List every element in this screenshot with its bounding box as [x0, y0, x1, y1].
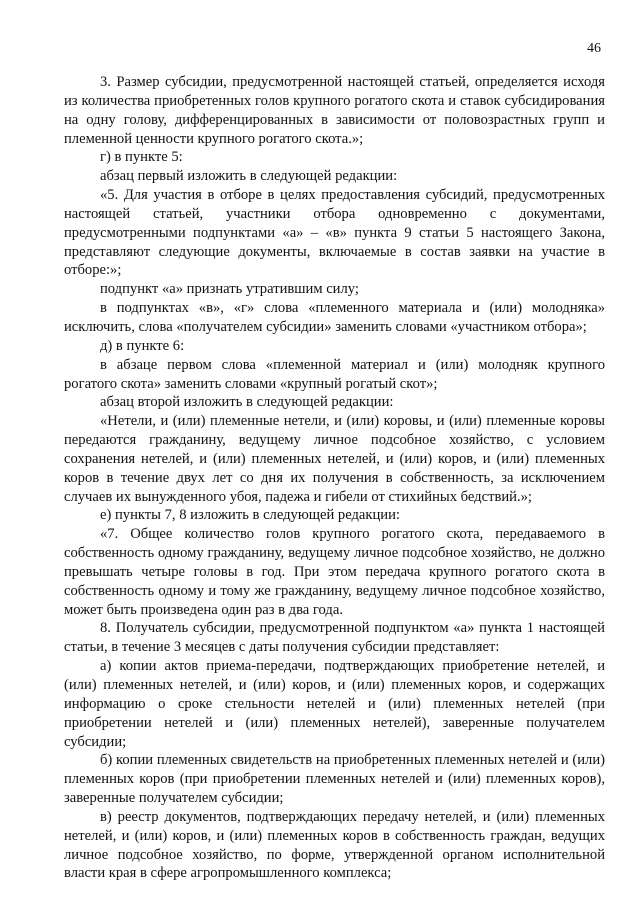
paragraph-first-abzac-words: в абзаце первом слова «племенной материал и (или) молодняк крупного рогатого скота» заменить словами «крупный рогатый скот»;	[64, 356, 605, 392]
paragraph-subpoint-v: в) реестр документов, подтверждающих передачу нетелей, и (или) племенных нетелей, и (или) коров, и (или) племенных коров в собственность граждан, ведущих личное подсобное хозяйство, по форме, утвержденной органом исполнительной власти края в сфере агропромышленного комплекса;	[64, 808, 605, 882]
paragraph-point-7: «7. Общее количество голов крупного рогатого скота, передаваемого в собственность одному гражданину, ведущему личное подсобное хозяйство, не должно превышать четыре головы в год. При этом передача крупного рогатого скота в собственность одному и тому же гражданину, ведущему личное подсобное хозяйство, может быть произведена один раз в два года.	[64, 526, 605, 618]
paragraph-heifers-transfer: «Нетели, и (или) племенные нетели, и (или) коровы, и (или) племенные коровы передаются гражданину, ведущему личное подсобное хозяйство, с условием сохранения нетелей, и (или) племенных нетелей, и (или) коров, и (или) племенных коров в течение двух лет со дня их получения в собственность, за исключением случаев их вынужденного убоя, падежа и гибели от стихийных бедствий.»;	[64, 413, 605, 505]
paragraph-second-abzac: абзац второй изложить в следующей редакции:	[100, 394, 394, 411]
paragraph-subpoint-a: а) копии актов приема-передачи, подтверждающих приобретение нетелей, и (или) племенных нетелей, и (или) коров, и (или) племенных коров, и содержащих информацию о сроке стельности нетелей и (или) племенных нетелей (при приобретении нетелей и (или) племенных нетелей), заверенные получателем субсидии;	[64, 658, 605, 750]
paragraph-first-abzac: абзац первый изложить в следующей редакции:	[100, 168, 398, 185]
page-number: 46	[587, 41, 601, 56]
paragraph-subpoints-v-g: в подпунктах «в», «г» слова «племенного материала и (или) молодняка» исключить, слова «получателем субсидии» заменить словами «участником отбора»;	[64, 300, 605, 335]
paragraph-point-5: «5. Для участия в отборе в целях предоставления субсидий, предусмотренных настоящей статьей, участники отбора одновременно с документами, предусмотренными подпунктами «а» – «в» пункта 9 статьи 5 настоящего Закона, представляют следующие документы, включаемые в состав заявки на участие в отборе:»;	[64, 187, 605, 279]
paragraph-subpoint-b: б) копии племенных свидетельств на приобретенных племенных нетелей и (или) племенных коров (при приобретении племенных нетелей и (или) племенных коров), заверенные получателем субсидии;	[64, 752, 605, 807]
paragraph-item-d: д) в пункте 6:	[100, 337, 185, 354]
document-body	[64, 73, 605, 883]
paragraph-point-8: 8. Получатель субсидии, предусмотренной подпунктом «а» пункта 1 настоящей статьи, в течение 3 месяцев с даты получения субсидии представляет:	[64, 620, 605, 656]
paragraph-item-e: е) пункты 7, 8 изложить в следующей редакции:	[100, 507, 400, 524]
paragraph-subsidy-size: 3. Размер субсидии, предусмотренной настоящей статьей, определяется исходя из количества приобретенных голов крупного рогатого скота и ставок субсидирования на одну голову, дифференцированных в зависимости от половозрастных групп и племенной ценности крупного рогатого скота.»;	[64, 74, 605, 147]
paragraph-item-g: г) в пункте 5:	[100, 149, 183, 166]
paragraph-subpoint-a-void: подпункт «а» признать утратившим силу;	[100, 281, 359, 298]
